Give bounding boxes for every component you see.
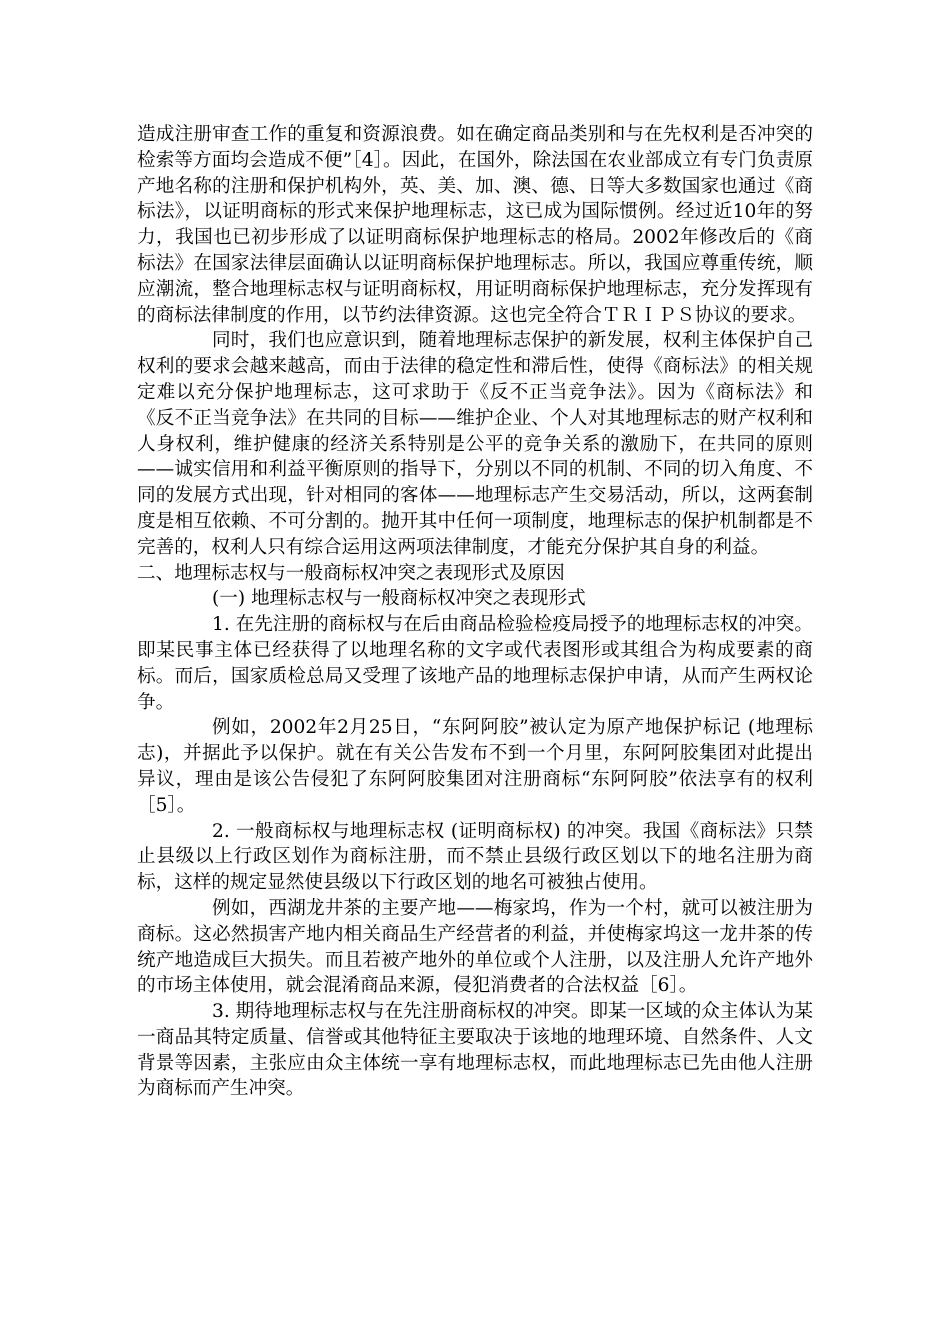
document-page bbox=[137, 122, 813, 1102]
paragraph-2: 同时，我们也应意识到，随着地理标志保护的新发展，权利主体保护自己权利的要求会越来越高，而由于法律的稳定性和滞后性，使得《商标法》的相关规定难以充分保护地理标志，这可求助于《反不正当竞争法》。因为《商标法》和《反不正当竞争法》在共同的目标——维护企业、个人对其地理标志的财产权利和人身权利，维护健康的经济关系特别是公平的竞争关系的激励下，在共同的原则——诚实信用和利益平衡原则的指导下，分别以不同的机制、不同的切入角度、不同的发展方式出现，针对相同的客体——地理标志产生交易活动，所以，这两套制度是相互依赖、不可分割的。抛开其中任何一项制度，地理标志的保护机制都是不完善的，权利人只有综合运用这两项法律制度，才能充分保护其自身的利益。 bbox=[137, 330, 813, 558]
paragraph-3: 1. 在先注册的商标权与在后由商品检验检疫局授予的地理标志权的冲突。即某民事主体已经获得了以地理名称的文字或代表图形或其组合为构成要素的商标。而后，国家质检总局又受理了该地产品的地理标志保护申请，从而产生两权论争。 bbox=[137, 614, 813, 713]
paragraph-6: 例如，西湖龙井茶的主要产地——梅家坞，作为一个村，就可以被注册为商标。这必然损害产地内相关商品生产经营者的利益，并使梅家坞这一龙井茶的传统产地造成巨大损失。而且若被产地外的单位或个人注册，以及注册人允许产地外的市场主体使用，就会混淆商品来源，侵犯消费者的合法权益［6］。 bbox=[137, 897, 813, 997]
section-heading: 二、地理标志权与一般商标权冲突之表现形式及原因 bbox=[137, 562, 565, 584]
paragraph-4: 例如，2002年2月25日，“东阿阿胶”被认定为原产地保护标记 (地理标志)，并据此予以保护。就在有关公告发布不到一个月里，东阿阿胶集团对此提出异议，理由是该公告侵犯了东阿阿胶集团对注册商标“东阿阿胶”依法享有的权利［5］。 bbox=[137, 717, 813, 816]
paragraph-5: 2. 一般商标权与地理标志权 (证明商标权) 的冲突。我国《商标法》只禁止县级以上行政区划作为商标注册，而不禁止县级行政区划以下的地名注册为商标，这样的规定显然使县级以下行政区划的地名可被独占使用。 bbox=[137, 820, 813, 894]
subsection-heading: (一) 地理标志权与一般商标权冲突之表现形式 bbox=[212, 588, 586, 610]
paragraph-1: 造成注册审查工作的重复和资源浪费。如在确定商品类别和与在先权利是否冲突的检索等方面均会造成不便”［4］。因此，在国外，除法国在农业部成立有专门负责原产地名称的注册和保护机构外，英、美、加、澳、德、日等大多数国家也通过《商标法》，以证明商标的形式来保护地理标志，这已成为国际惯例。经过近10年的努力，我国也已初步形成了以证明商标保护地理标志的格局。2002年修改后的《商标法》在国家法律层面确认以证明商标保护地理标志。所以，我国应尊重传统，顺应潮流，整合地理标志权与证明商标权，用证明商标保护地理标志，充分发挥现有的商标法律制度的作用，以节约法律资源。这也完全符合ＴＲＩＰＳ协议的要求。 bbox=[137, 124, 813, 326]
paragraph-7: 3. 期待地理标志权与在先注册商标权的冲突。即某一区域的众主体认为某一商品其特定质量、信誉或其他特征主要取决于该地的地理环境、自然条件、人文背景等因素，主张应由众主体统一享有地理标志权，而此地理标志已先由他人注册为商标而产生冲突。 bbox=[137, 1001, 813, 1100]
